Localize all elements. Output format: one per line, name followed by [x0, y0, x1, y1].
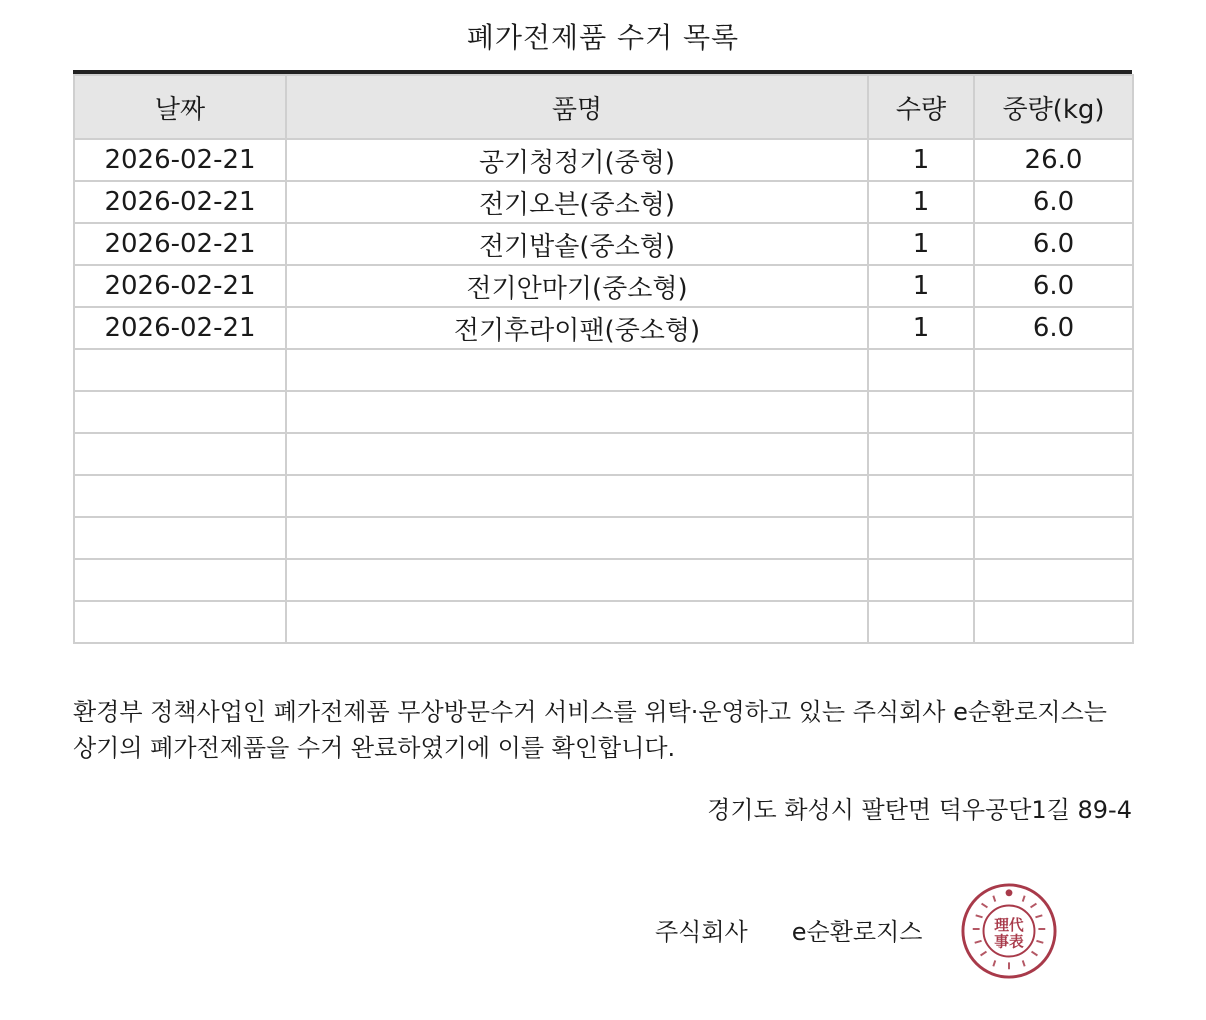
table-row	[74, 265, 1133, 307]
company-seal-icon	[960, 882, 1058, 980]
table-row	[74, 601, 1133, 643]
seal-text-bottom: 事表	[994, 933, 1024, 951]
cell-date: 2026-02-21	[74, 307, 286, 349]
header-weight: 중량(kg)	[974, 75, 1133, 139]
company-prefix: 주식회사	[655, 918, 748, 946]
cell-item: 전기오븐(중소형)	[286, 181, 868, 223]
cell-item	[286, 517, 868, 559]
cell-weight	[974, 433, 1133, 475]
cell-quantity: 1	[868, 223, 974, 265]
cell-weight: 6.0	[974, 223, 1133, 265]
cell-weight	[974, 601, 1133, 643]
cell-item	[286, 391, 868, 433]
table-row	[74, 433, 1133, 475]
cell-item	[286, 349, 868, 391]
header-quantity: 수량	[868, 75, 974, 139]
cell-item	[286, 601, 868, 643]
cell-date	[74, 475, 286, 517]
cell-date	[74, 391, 286, 433]
cell-item: 전기안마기(중소형)	[286, 265, 868, 307]
cell-date	[74, 433, 286, 475]
cell-quantity: 1	[868, 307, 974, 349]
cell-item	[286, 475, 868, 517]
header-item: 품명	[286, 75, 868, 139]
cell-quantity	[868, 433, 974, 475]
cell-item	[286, 559, 868, 601]
cell-quantity	[868, 391, 974, 433]
table-row	[74, 223, 1133, 265]
cell-weight	[974, 559, 1133, 601]
collection-table	[73, 70, 1132, 644]
table-row	[74, 349, 1133, 391]
cell-quantity: 1	[868, 181, 974, 223]
cell-quantity	[868, 601, 974, 643]
cell-quantity	[868, 349, 974, 391]
cell-item: 전기밥솥(중소형)	[286, 223, 868, 265]
cell-date	[74, 601, 286, 643]
cell-date	[74, 559, 286, 601]
cell-date: 2026-02-21	[74, 265, 286, 307]
company-name: e순환로지스	[791, 918, 923, 946]
table-header-row	[74, 75, 1133, 139]
table-row	[74, 139, 1133, 181]
confirmation-text: 환경부 정책사업인 폐가전제품 무상방문수거 서비스를 위탁·운영하고 있는 주식회사 e순환로지스는 상기의 폐가전제품을 수거 완료하였기에 이를 확인합니다.	[73, 698, 1107, 762]
cell-weight	[974, 517, 1133, 559]
cell-quantity	[868, 475, 974, 517]
table-row	[74, 391, 1133, 433]
cell-item	[286, 433, 868, 475]
cell-weight: 6.0	[974, 265, 1133, 307]
seal-text-top: 理代	[994, 917, 1024, 935]
header-date: 날짜	[74, 75, 286, 139]
cell-date: 2026-02-21	[74, 181, 286, 223]
cell-item: 전기후라이팬(중소형)	[286, 307, 868, 349]
cell-date: 2026-02-21	[74, 223, 286, 265]
cell-quantity	[868, 559, 974, 601]
cell-date	[74, 349, 286, 391]
cell-weight	[974, 349, 1133, 391]
cell-weight	[974, 475, 1133, 517]
cell-weight: 26.0	[974, 139, 1133, 181]
cell-weight	[974, 391, 1133, 433]
table-row	[74, 475, 1133, 517]
cell-date: 2026-02-21	[74, 139, 286, 181]
page-title: 폐가전제품 수거 목록	[466, 21, 740, 54]
cell-weight: 6.0	[974, 307, 1133, 349]
company-address: 경기도 화성시 팔탄면 덕우공단1길 89-4	[707, 796, 1132, 824]
table-row	[74, 307, 1133, 349]
table-row	[74, 181, 1133, 223]
cell-item: 공기청정기(중형)	[286, 139, 868, 181]
company-signature	[655, 912, 922, 947]
cell-weight: 6.0	[974, 181, 1133, 223]
cell-quantity	[868, 517, 974, 559]
table-row	[74, 517, 1133, 559]
cell-quantity: 1	[868, 139, 974, 181]
cell-quantity: 1	[868, 265, 974, 307]
cell-date	[74, 517, 286, 559]
table-row	[74, 559, 1133, 601]
